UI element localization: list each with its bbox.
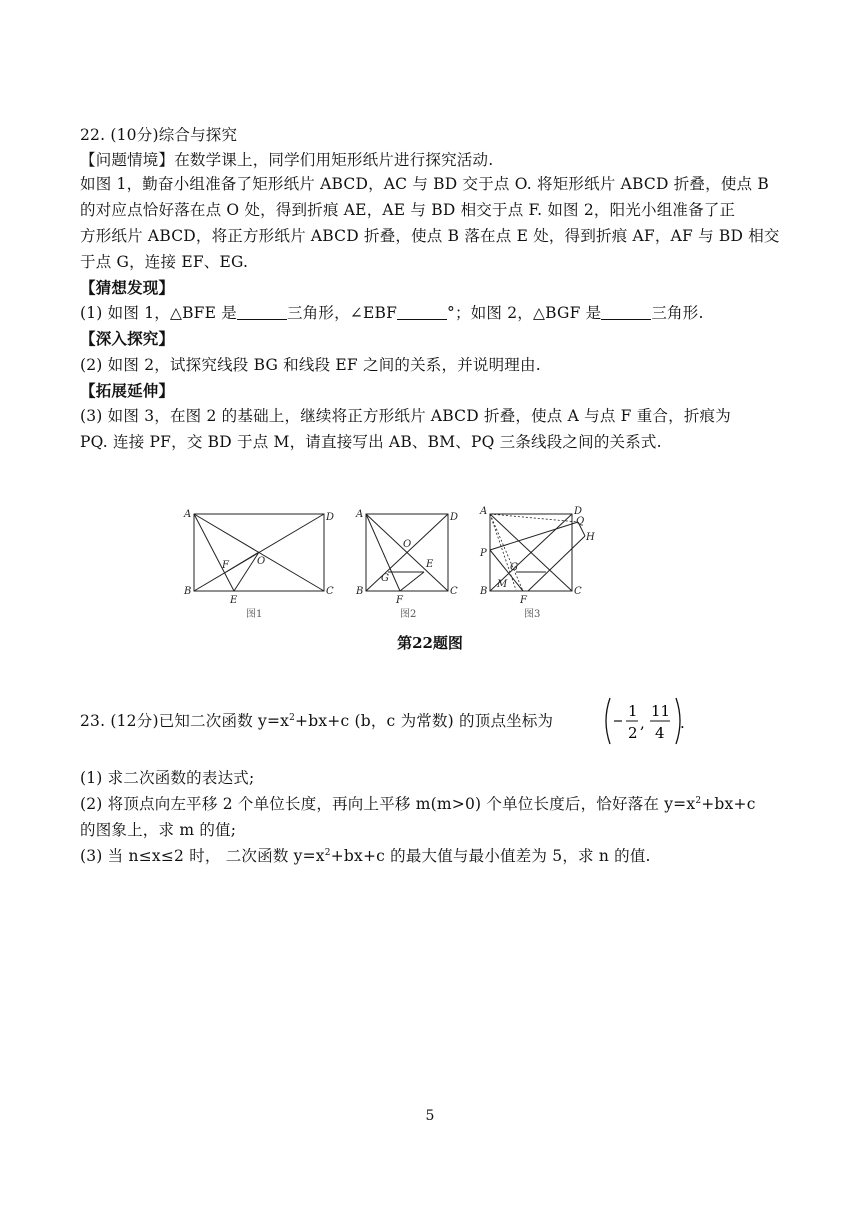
svg-text:,: ,: [640, 714, 645, 732]
svg-text:F: F: [520, 595, 527, 606]
q23-title-a: 23. (12分)已知二次函数 y=x: [80, 712, 290, 730]
q22-heading-extend: 【拓展延伸】: [80, 381, 175, 400]
figure-2: [366, 514, 448, 591]
q22-part2: (2) 如图 2，试探究线段 BG 和线段 EF 之间的关系，并说明理由.: [80, 356, 541, 374]
vertex-y-numerator: 11: [651, 702, 671, 720]
q22-part1: [80, 303, 704, 323]
svg-text:E: E: [230, 595, 238, 606]
page-number: 5: [425, 1108, 435, 1124]
answer-blank-1: [237, 305, 287, 320]
svg-text:B: B: [356, 586, 364, 597]
q23-part2-line-2: 的图象上，求 m 的值;: [80, 821, 237, 839]
svg-text:F: F: [222, 560, 229, 571]
fig3-label: 图3: [524, 609, 541, 620]
svg-text:D: D: [450, 512, 459, 523]
answer-blank-2: [397, 305, 447, 320]
svg-text:B: B: [480, 586, 488, 597]
exponent-2: 2: [695, 796, 702, 806]
fig1-segment-fo: [226, 552, 259, 572]
svg-text:C: C: [574, 586, 582, 597]
fig2-label: 图2: [400, 609, 417, 620]
fig2-segment-fe: [400, 572, 424, 591]
q22-part3-line-2: PQ. 连接 PF，交 BD 于点 M，请直接写出 AB、BM、PQ 三条线段之间的关系式.: [80, 433, 662, 451]
vertex-x-denominator: 2: [628, 724, 638, 742]
svg-text:A: A: [184, 509, 192, 520]
q23-part2-line-1: [80, 794, 756, 814]
svg-text:D: D: [326, 512, 335, 523]
svg-text:Q: Q: [576, 516, 585, 527]
svg-text:D: D: [574, 506, 583, 517]
q22-text-line-2: 的对应点恰好落在点 O 处，得到折痕 AE，AE 与 BD 相交于点 F. 如图 2，阳光小组准备了正: [80, 201, 736, 219]
q23-part1: (1) 求二次函数的表达式;: [80, 769, 255, 787]
q23-part3: [80, 846, 651, 866]
svg-text:A: A: [356, 509, 364, 520]
vertex-y-denominator: 4: [655, 724, 665, 742]
svg-text:O: O: [403, 539, 412, 550]
q23-title-b: +bx+c (b，c 为常数) 的顶点坐标为: [295, 712, 554, 730]
vertex-coordinate: [600, 694, 686, 748]
q22-part3-line-1: (3) 如图 3，在图 2 的基础上，继续将正方形纸片 ABCD 折叠，使点 A 与点 F 重合，折痕为: [80, 407, 731, 425]
figure-caption: 第22题图: [397, 634, 463, 652]
q22-part1-c: °；如图 2，△BGF 是: [447, 304, 602, 322]
exponent-2: 2: [324, 848, 331, 858]
svg-text:O: O: [257, 556, 266, 567]
fig1-segment-eo: [234, 552, 259, 591]
q22-figures: [178, 500, 598, 625]
q22-heading-guess: 【猜想发现】: [80, 278, 175, 297]
svg-text:E: E: [426, 559, 434, 570]
svg-text:B: B: [184, 586, 192, 597]
svg-text:P: P: [480, 548, 487, 559]
q22-part1-b: 三角形，∠EBF: [286, 304, 398, 322]
svg-text:C: C: [450, 586, 458, 597]
svg-text:H: H: [586, 532, 595, 543]
vertex-x-numerator: 1: [628, 702, 638, 720]
q23-part2-b: +bx+c: [701, 795, 756, 813]
svg-text:C: C: [326, 586, 334, 597]
fig3-segment-hf: [528, 536, 585, 591]
q22-context: 【问题情境】在数学课上，同学们用矩形纸片进行探究活动.: [80, 151, 494, 169]
q22-text-line-4: 于点 G，连接 EF、EG.: [80, 253, 249, 271]
svg-text:F: F: [396, 595, 403, 606]
q23-part2-a: (2) 将顶点向左平移 2 个单位长度，再向上平移 m(m>0) 个单位长度后，恰好落在 y=x: [80, 795, 696, 813]
q23-part3-b: +bx+c 的最大值与最小值差为 5，求 n 的值.: [330, 847, 651, 865]
fig1-label: 图1: [246, 609, 263, 620]
svg-text:M: M: [497, 579, 508, 590]
q22-text-line-1: 如图 1，勤奋小组准备了矩形纸片 ABCD，AC 与 BD 交于点 O. 将矩形纸片 ABCD 折叠，使点 B: [80, 175, 769, 193]
q23-title: [80, 711, 553, 731]
exponent-2: 2: [289, 713, 296, 723]
answer-blank-3: [601, 305, 651, 320]
figure-1: [194, 514, 324, 591]
svg-text:A: A: [480, 506, 488, 517]
q22-heading-explore: 【深入探究】: [80, 329, 175, 348]
q22-part1-a: (1) 如图 1，△BFE 是: [80, 304, 237, 322]
q23-part3-a: (3) 当 n≤x≤2 时， 二次函数 y=x: [80, 847, 325, 865]
svg-text:G: G: [381, 573, 389, 584]
q22-text-line-3: 方形纸片 ABCD，将正方形纸片 ABCD 折叠，使点 B 落在点 E 处，得到折痕 AF，AF 与 BD 相交: [80, 227, 780, 245]
q22-part1-d: 三角形.: [651, 304, 704, 322]
svg-text:.: .: [680, 714, 685, 732]
q22-title: 22. (10分)综合与探究: [80, 126, 238, 144]
svg-text:G: G: [510, 562, 518, 573]
